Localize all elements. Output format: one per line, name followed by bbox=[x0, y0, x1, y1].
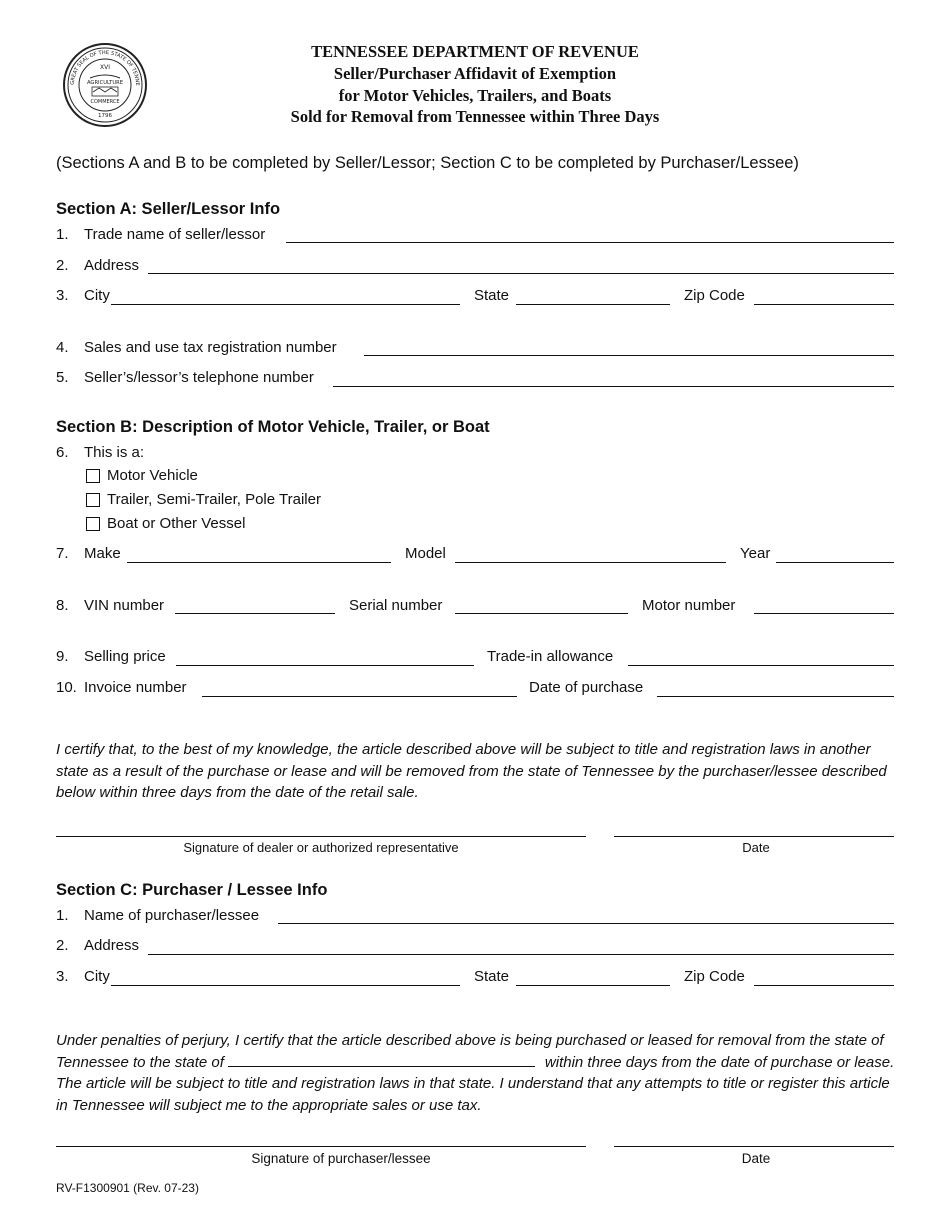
model-field[interactable] bbox=[455, 562, 726, 563]
item-number: 4. bbox=[56, 339, 69, 356]
dealer-signature-label: Signature of dealer or authorized representative bbox=[183, 840, 459, 855]
seal-text-top: GREAT SEAL OF THE STATE OF TENNE bbox=[69, 49, 141, 86]
section-b-title: Section B: Description of Motor Vehicle, Trailer, or Boat bbox=[56, 418, 490, 436]
perjury-text-part2: within three days from the date of purchase or lease. The article will be subject to title and registration laws in that state. I understand that any attempts to title or register this article in Tennessee will subject me to the appropriate sales or use tax. bbox=[56, 1053, 895, 1114]
dealer-date-field[interactable] bbox=[614, 836, 894, 837]
model-label: Model bbox=[405, 545, 446, 562]
item-number: 6. bbox=[56, 444, 69, 461]
seller-state-field[interactable] bbox=[516, 304, 670, 305]
seller-address-label: Address bbox=[84, 257, 140, 274]
invoice-label: Invoice number bbox=[84, 679, 187, 696]
boat-checkbox[interactable] bbox=[86, 517, 100, 531]
item-number: 7. bbox=[56, 545, 69, 562]
trade-in-field[interactable] bbox=[628, 665, 894, 666]
item-number: 10. bbox=[56, 679, 77, 696]
form-title-line2: for Motor Vehicles, Trailers, and Boats bbox=[338, 86, 612, 105]
trade-in-label: Trade-in allowance bbox=[487, 648, 614, 665]
purchaser-date-label: Date bbox=[741, 1151, 771, 1166]
seal-text-mid: AGRICULTURE bbox=[86, 80, 124, 86]
tax-reg-field[interactable] bbox=[364, 355, 894, 356]
trade-name-label: Trade name of seller/lessor bbox=[84, 226, 266, 243]
serial-field[interactable] bbox=[455, 613, 628, 614]
form-title-line3: Sold for Removal from Tennessee within Three Days bbox=[290, 107, 660, 126]
purchaser-zip-field[interactable] bbox=[754, 985, 894, 986]
perjury-statement bbox=[56, 1030, 896, 1116]
motor-vehicle-checkbox[interactable] bbox=[86, 469, 100, 483]
date-purchase-field[interactable] bbox=[657, 696, 894, 697]
purchaser-city-field[interactable] bbox=[111, 985, 460, 986]
purchaser-city-label: City bbox=[84, 968, 110, 985]
boat-label: Boat or Other Vessel bbox=[107, 515, 246, 532]
tax-reg-label: Sales and use tax registration number bbox=[84, 339, 337, 356]
purchaser-zip-label: Zip Code bbox=[684, 968, 745, 985]
dealer-signature-field[interactable] bbox=[56, 836, 586, 837]
selling-price-label: Selling price bbox=[84, 648, 166, 665]
seller-city-label: City bbox=[84, 287, 110, 304]
section-a-title: Section A: Seller/Lessor Info bbox=[56, 200, 281, 218]
item-number: 8. bbox=[56, 597, 69, 614]
this-is-label: This is a: bbox=[84, 444, 145, 461]
seller-city-field[interactable] bbox=[111, 304, 460, 305]
trade-name-field[interactable] bbox=[286, 242, 894, 243]
form-title-line1: Seller/Purchaser Affidavit of Exemption bbox=[333, 64, 617, 83]
motor-number-field[interactable] bbox=[754, 613, 894, 614]
motor-vehicle-label: Motor Vehicle bbox=[107, 467, 198, 484]
item-number: 1. bbox=[56, 907, 69, 924]
motor-number-label: Motor number bbox=[642, 597, 736, 614]
seller-zip-field[interactable] bbox=[754, 304, 894, 305]
vin-field[interactable] bbox=[175, 613, 335, 614]
purchaser-signature-field[interactable] bbox=[56, 1146, 586, 1147]
section-c-title: Section C: Purchaser / Lessee Info bbox=[56, 881, 328, 899]
seller-zip-label: Zip Code bbox=[684, 287, 745, 304]
year-field[interactable] bbox=[776, 562, 894, 563]
perjury-text-part1: Under penalties of perjury, I certify that the article described above is being purchased or leased for removal from the state of Tennessee to the state of bbox=[56, 1032, 884, 1071]
item-number: 1. bbox=[56, 226, 69, 243]
agency-name: TENNESSEE DEPARTMENT OF REVENUE bbox=[311, 42, 639, 61]
purchaser-name-label: Name of purchaser/lessee bbox=[84, 907, 260, 924]
seller-phone-label: Seller’s/lessor’s telephone number bbox=[84, 369, 314, 386]
purchaser-address-field[interactable] bbox=[148, 954, 894, 955]
serial-label: Serial number bbox=[349, 597, 443, 614]
seal-numeral: XVI bbox=[100, 64, 110, 71]
seal-text-bottom: COMMERCE bbox=[90, 99, 120, 105]
purchaser-date-field[interactable] bbox=[614, 1146, 894, 1147]
purchaser-state-field[interactable] bbox=[516, 985, 670, 986]
purchaser-address-label: Address bbox=[84, 937, 140, 954]
purchaser-signature-label: Signature of purchaser/lessee bbox=[251, 1151, 431, 1166]
destination-state-field[interactable] bbox=[228, 1052, 535, 1067]
instructions: (Sections A and B to be completed by Seller/Lessor; Section C to be completed by Purchaser/Lessee) bbox=[56, 154, 799, 172]
year-label: Year bbox=[740, 545, 771, 562]
purchaser-name-field[interactable] bbox=[278, 923, 894, 924]
item-number: 2. bbox=[56, 937, 69, 954]
trailer-label: Trailer, Semi-Trailer, Pole Trailer bbox=[107, 491, 321, 508]
vin-label: VIN number bbox=[84, 597, 165, 614]
item-number: 2. bbox=[56, 257, 69, 274]
seller-state-label: State bbox=[474, 287, 510, 304]
item-number: 3. bbox=[56, 287, 69, 304]
dealer-date-label: Date bbox=[742, 840, 770, 855]
trailer-checkbox[interactable] bbox=[86, 493, 100, 507]
item-number: 9. bbox=[56, 648, 69, 665]
seal-year: 1796 bbox=[98, 113, 112, 119]
seller-address-field[interactable] bbox=[148, 273, 894, 274]
seller-certification: I certify that, to the best of my knowledge, the article described above will be subject to title and registration laws in another state as a result of the purchase or lease and will be removed from the state of Tennessee by the purchaser/lessee described below within three days from the date of the retail sale. bbox=[56, 741, 887, 801]
invoice-field[interactable] bbox=[202, 696, 517, 697]
date-purchase-label: Date of purchase bbox=[529, 679, 644, 696]
selling-price-field[interactable] bbox=[176, 665, 474, 666]
make-field[interactable] bbox=[127, 562, 391, 563]
form-id: RV-F1300901 (Rev. 07-23) bbox=[56, 1181, 199, 1195]
item-number: 5. bbox=[56, 369, 69, 386]
purchaser-state-label: State bbox=[474, 968, 510, 985]
seller-phone-field[interactable] bbox=[333, 386, 894, 387]
make-label: Make bbox=[84, 545, 121, 562]
item-number: 3. bbox=[56, 968, 69, 985]
